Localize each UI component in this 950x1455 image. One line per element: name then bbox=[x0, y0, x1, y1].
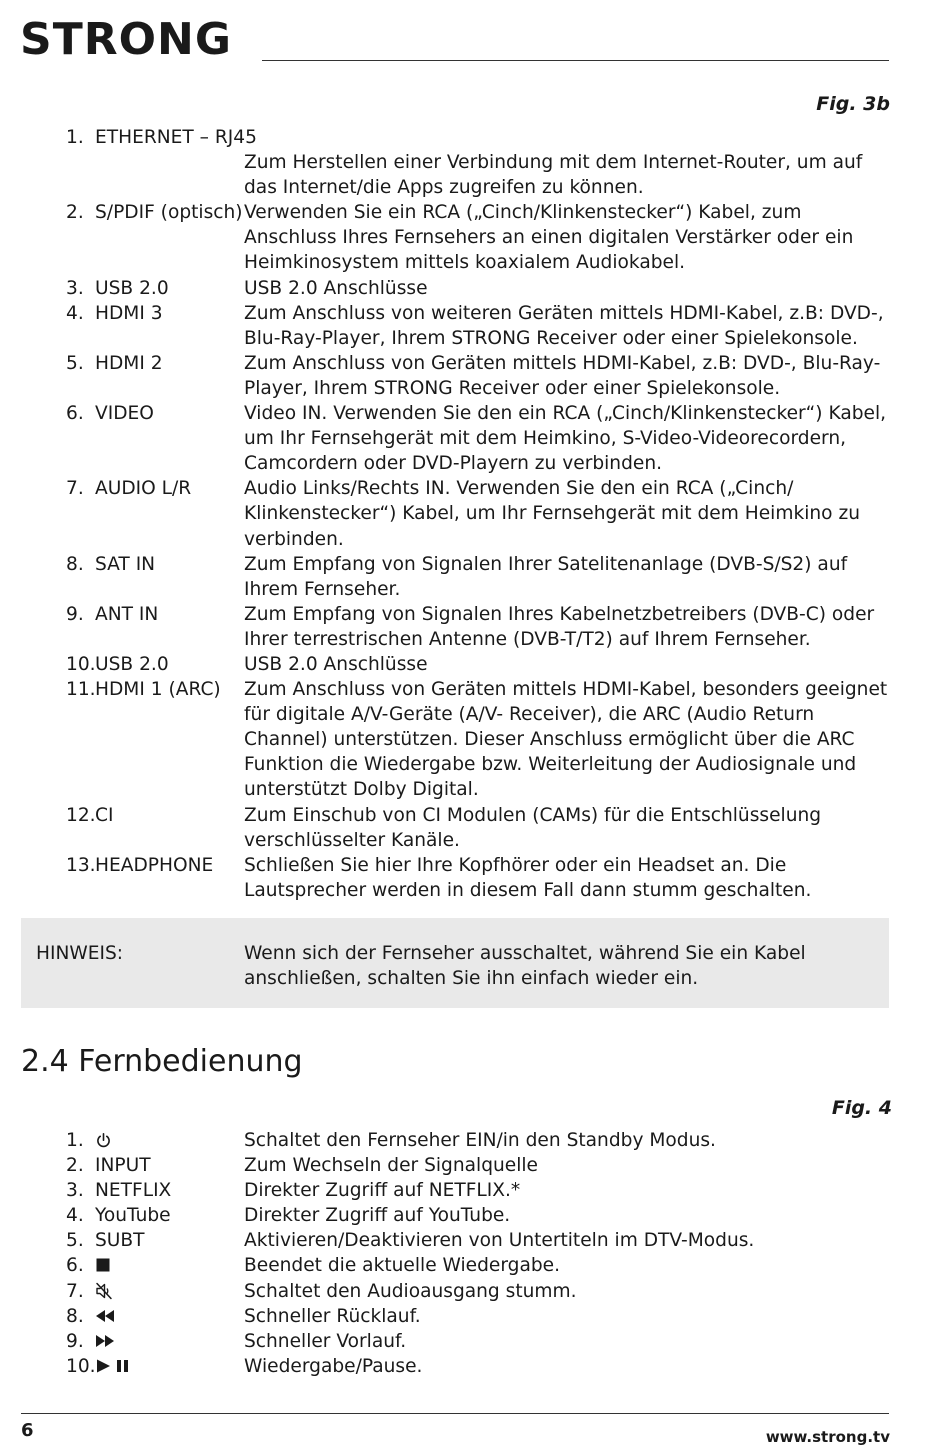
item-number: 13. bbox=[66, 854, 96, 876]
list-item bbox=[0, 677, 950, 802]
brand-logo: STRONG bbox=[20, 14, 232, 65]
list-item bbox=[0, 1354, 950, 1379]
item-label: SAT IN bbox=[95, 553, 156, 575]
item-description: Zum Wechseln der Signalquelle bbox=[244, 1155, 538, 1177]
page-number: 6 bbox=[21, 1420, 34, 1441]
item-number: 8. bbox=[66, 553, 84, 575]
list-item bbox=[0, 652, 950, 677]
section-title: 2.4 Fernbedienung bbox=[21, 1044, 303, 1079]
item-number: 8. bbox=[66, 1305, 84, 1327]
list-item bbox=[0, 602, 950, 652]
item-description: Schaltet den Audioausgang stumm. bbox=[244, 1280, 577, 1302]
item-description: Zum Anschluss von Geräten mittels HDMI-Kabel, z.B: DVD-, Blu-Ray-Player, Ihrem STRONG Receiver oder einer Spielekonsole. bbox=[244, 352, 881, 399]
figure-label-3b: Fig. 3b bbox=[816, 93, 890, 115]
item-label: AUDIO L/R bbox=[95, 478, 192, 500]
item-number: 9. bbox=[66, 1330, 84, 1352]
item-description: Schaltet den Fernseher EIN/in den Standby Modus. bbox=[244, 1130, 716, 1151]
item-description: USB 2.0 Anschlüsse bbox=[244, 277, 428, 299]
list-item bbox=[0, 200, 950, 275]
item-description: Verwenden Sie ein RCA („Cinch/Klinkenstecker“) Kabel, zum Anschluss Ihres Fernsehers an einen digitalen Verstärker oder ein Heimkinosystem mittels koaxialem Audiokabel. bbox=[244, 202, 854, 274]
item-description: Zum Empfang von Signalen Ihres Kabelnetzbetreibers (DVB-C) oder Ihrer terrestrischen Antenne (DVB-T/T2) auf Ihrem Fernseher. bbox=[244, 603, 875, 650]
item-label: USB 2.0 bbox=[95, 277, 169, 299]
mute-icon bbox=[95, 1282, 114, 1300]
item-label: HEADPHONE bbox=[95, 854, 214, 876]
item-number: 4. bbox=[66, 302, 84, 324]
item-label: NETFLIX bbox=[95, 1180, 172, 1202]
list-item bbox=[0, 301, 950, 351]
list-item bbox=[0, 125, 950, 150]
item-number: 4. bbox=[66, 1205, 84, 1227]
list-item bbox=[0, 1178, 950, 1203]
rewind-icon bbox=[95, 1308, 115, 1324]
list-item bbox=[0, 1253, 950, 1278]
list-item bbox=[0, 1329, 950, 1354]
item-description: Schließen Sie hier Ihre Kopfhörer oder ein Headset an. Die Lautsprecher werden in diesem Fall dann stumm geschalten. bbox=[244, 854, 812, 901]
item-number: 10. bbox=[66, 653, 96, 675]
website-link[interactable]: www.strong.tv bbox=[765, 1428, 890, 1446]
stop-icon bbox=[95, 1257, 112, 1274]
figure-label-4: Fig. 4 bbox=[831, 1097, 892, 1119]
item-number: 1. bbox=[66, 127, 84, 148]
play-pause-icon bbox=[95, 1358, 133, 1374]
item-label: ANT IN bbox=[95, 603, 159, 625]
item-number: 6. bbox=[66, 403, 84, 425]
item-number: 1. bbox=[66, 1130, 84, 1151]
fast-forward-icon bbox=[95, 1333, 115, 1349]
header-divider bbox=[262, 60, 889, 61]
item-description: Schneller Vorlauf. bbox=[244, 1330, 407, 1352]
item-number: 5. bbox=[66, 1230, 84, 1252]
list-item bbox=[0, 1304, 950, 1329]
item-description: Zum Einschub von CI Modulen (CAMs) für die Entschlüsselung verschlüsselter Kanäle. bbox=[244, 804, 822, 851]
item-description: Aktivieren/Deaktivieren von Untertiteln im DTV-Modus. bbox=[244, 1230, 755, 1252]
item-number: 10. bbox=[66, 1355, 96, 1377]
list-item bbox=[0, 853, 950, 903]
item-label: HDMI 1 (ARC) bbox=[95, 679, 221, 701]
item-description: Zum Anschluss von Geräten mittels HDMI-Kabel, besonders geeignet für digitale A/V-Geräte (A/V- Receiver), die ARC (Audio Return Channel) unterstützen. Dieser Anschluss ermöglicht über die ARC Funktion die Wiedergabe bzw. Weiterleitung der Audiosignale und unterstützt Dolby Digital. bbox=[244, 679, 888, 801]
power-icon bbox=[95, 1132, 112, 1149]
item-number: 3. bbox=[66, 277, 84, 299]
list-item bbox=[0, 1128, 950, 1153]
list-item bbox=[0, 476, 950, 551]
remote-list bbox=[0, 1128, 950, 1379]
item-description bbox=[244, 125, 894, 150]
item-description: Video IN. Verwenden Sie den ein RCA („Cinch/Klinkenstecker“) Kabel, um Ihr Fernsehgerät mit dem Heimkino, S-Video-Videorecordern, Camcordern oder DVD-Playern zu verbinden. bbox=[244, 403, 887, 475]
note-label: HINWEIS: bbox=[36, 943, 124, 964]
footer-divider bbox=[21, 1413, 889, 1414]
item-number: 12. bbox=[66, 804, 96, 826]
item-description: Direkter Zugriff auf NETFLIX.* bbox=[244, 1180, 521, 1202]
list-item bbox=[0, 401, 950, 476]
item-description: USB 2.0 Anschlüsse bbox=[244, 653, 428, 675]
item-label: VIDEO bbox=[95, 403, 154, 425]
connections-list bbox=[0, 125, 950, 903]
item-number: 6. bbox=[66, 1255, 84, 1277]
item-number: 9. bbox=[66, 603, 84, 625]
list-item bbox=[0, 1279, 950, 1304]
item-description: Zum Anschluss von weiteren Geräten mittels HDMI-Kabel, z.B: DVD-, Blu-Ray-Player, Ihrem STRONG Receiver oder einer Spielekonsole. bbox=[244, 302, 884, 349]
item-number: 11. bbox=[66, 679, 96, 701]
item-label: USB 2.0 bbox=[95, 653, 169, 675]
item-description: Beendet die aktuelle Wiedergabe. bbox=[244, 1255, 561, 1277]
item-description: Zum Empfang von Signalen Ihrer Satelitenanlage (DVB-S/S2) auf Ihrem Fernseher. bbox=[244, 553, 848, 600]
list-item bbox=[0, 803, 950, 853]
item-number: 2. bbox=[66, 202, 84, 224]
item-number: 3. bbox=[66, 1180, 84, 1202]
item-label: HDMI 2 bbox=[95, 352, 163, 374]
item-number: 7. bbox=[66, 478, 84, 500]
item-label: SUBT bbox=[95, 1230, 145, 1252]
list-item bbox=[0, 351, 950, 401]
list-item bbox=[0, 1228, 950, 1253]
item-label: INPUT bbox=[95, 1155, 151, 1177]
item-number: 7. bbox=[66, 1280, 84, 1302]
note-box bbox=[21, 918, 889, 1008]
item-description: Schneller Rücklauf. bbox=[244, 1305, 421, 1327]
list-item bbox=[0, 552, 950, 602]
list-item bbox=[0, 1153, 950, 1178]
item-label: ETHERNET – RJ45 bbox=[95, 127, 257, 148]
item-description: Wiedergabe/Pause. bbox=[244, 1355, 423, 1377]
item-label: YouTube bbox=[95, 1205, 171, 1227]
note-text: Wenn sich der Fernseher ausschaltet, während Sie ein Kabel anschließen, schalten Sie ihn einfach wieder ein. bbox=[244, 943, 806, 990]
item-description: Audio Links/Rechts IN. Verwenden Sie den ein RCA („Cinch/ Klinkenstecker“) Kabel, um Ihr Fernsehgerät mit dem Heimkino zu verbinden. bbox=[244, 478, 860, 550]
list-item bbox=[0, 276, 950, 301]
item-label: CI bbox=[95, 804, 114, 826]
item-label: S/PDIF (optisch) bbox=[95, 202, 243, 224]
item-number: 5. bbox=[66, 352, 84, 374]
item-description: Direkter Zugriff auf YouTube. bbox=[244, 1205, 511, 1227]
item-description: Zum Herstellen einer Verbindung mit dem Internet-Router, um auf das Internet/die Apps zugreifen zu können. bbox=[244, 152, 863, 199]
item-number: 2. bbox=[66, 1155, 84, 1177]
list-item bbox=[0, 1203, 950, 1228]
list-item bbox=[0, 150, 950, 200]
item-label: HDMI 3 bbox=[95, 302, 163, 324]
